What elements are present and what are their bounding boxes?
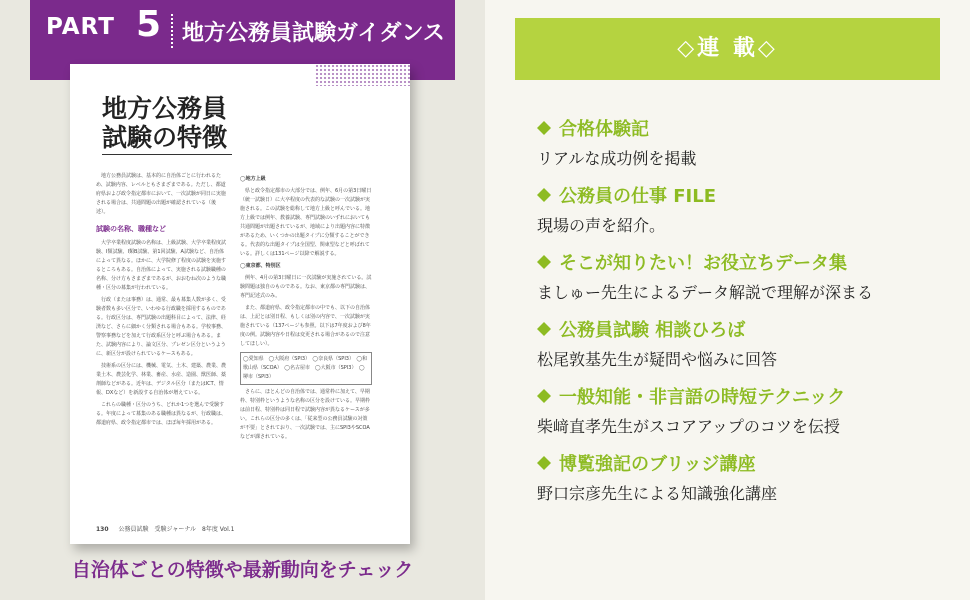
body-paragraph: 県と政令指定都市の大部分では、例年、6月の第3日曜日（統一試験日）に大卒程度の代表的な試験の一次試験が実施される。この試験を総称して地方上級と呼んでいる。地方上級では例年、教養試験、専門試験のいずれにおいても共通問題が出題されているが、地域により出題内容に特徴があるため、いくつかの出題タイプに分類することができる。代表的な出題タイプは全国型、関東型などと呼ばれている。詳しくは131ページ以降で解説する。 (240, 188, 372, 257)
subheading: ◯東京都、特別区 (240, 263, 281, 269)
serial-list (537, 118, 957, 520)
body-paragraph: さらに、ほとんどの自治体では、通常枠に加えて、早期枠、特別枠というような名称の区分を設けている。早期枠は前日程、特別枠は同日程で試験内容が異なるケースが多い。これらの区分の多くは、「従来型の公務員試験の対策が不要」とされており、一次試験では、主にSPI3やSCOAなどが課されている。 (240, 389, 371, 440)
page-title-line2: 試験の特徴 (102, 123, 228, 152)
diamond-icon (537, 118, 551, 142)
municipality-box: ◯愛知県 ◯大阪府（SPI3） ◯奈良県（SPI3） ◯和歌山県（SCOA） ◯名古屋市 ◯大阪市（SPI3） ◯堺市（SPI3） (240, 352, 372, 385)
dot-pattern (315, 64, 410, 86)
subheading: ◯地方上級 (240, 176, 266, 182)
serial-item (537, 319, 957, 386)
serial-item-title-text: そこが知りたい！お役立ちデータ集 (559, 253, 847, 274)
body-paragraph: 例年、4月の第3日曜日に一次試験が実施されている。試験問題は独自のものである。なお、東京都の専門試験は、専門記述式のみ。 (240, 275, 372, 299)
diamond-icon (537, 386, 551, 410)
title-rule (102, 154, 232, 155)
banner-divider (171, 14, 173, 48)
sample-page (70, 64, 410, 544)
serial-item-desc: 松尾敦基先生が疑問や悩みに回答 (537, 350, 778, 369)
serial-item-title (537, 118, 957, 142)
serial-item-desc: ましゅー先生によるデータ解説で理解が深まる (537, 283, 874, 302)
right-panel (485, 0, 970, 600)
serial-banner: ◇連 載◇ (515, 18, 940, 80)
left-caption: 自治体ごとの特徴や最新動向をチェック (71, 559, 414, 581)
page-column-left (96, 172, 228, 517)
serial-item-title-text: 一般知能・非言語の時短テクニック (559, 387, 846, 408)
body-paragraph: 地方公務員試験は、基本的に自治体ごとに行われるため、試験内容、レベルともさまざまである。ただし、都道府県および政令指定都市において、一次試験が同日に実施される場合は、共通問題の出題が確認されている（後述）。 (96, 173, 226, 215)
page-number: 130 (96, 526, 109, 533)
part-label: PART (46, 14, 115, 40)
diamond-icon (537, 453, 551, 477)
serial-item-desc: 柴﨑直孝先生がスコアアップのコツを伝授 (537, 417, 840, 436)
serial-item-title-text: 公務員試験 相談ひろば (559, 320, 746, 341)
page-footer (96, 524, 234, 533)
serial-item (537, 386, 957, 453)
serial-item-desc: 野口宗彦先生による知識強化講座 (537, 484, 778, 503)
body-paragraph: 行政（または事務）は、通常、最も募集人数が多く、受験者数も多い区分で、いわゆる行政職を採用するものである。行政区分は、専門試験の出題科目によって、法律、経済など、さらに細かく分類される場合もある。学校事務、警察事務などを加えて行政系区分と呼ぶ場合もある。また、試験内容により、論文区分、プレゼン区分というように、新区分が設けられているケースもある。 (96, 297, 227, 357)
serial-item (537, 252, 957, 319)
serial-item-title-text: 博覧強記のブリッジ講座 (559, 454, 756, 475)
serial-item-desc: 現場の声を紹介。 (537, 216, 666, 235)
serial-item-title (537, 185, 957, 209)
page-column-right (240, 172, 372, 517)
serial-item-title (537, 319, 957, 343)
serial-item-title (537, 252, 957, 276)
body-paragraph: 技術系の区分には、機械、電気、土木、建築、農業、農業土木、農芸化学、林業、畜産、水産、造園、獣医師、薬剤師などがある。近年は、デジタル区分（またはICT、情報、DXなど）を新設する自治体が増えている。 (96, 363, 227, 396)
body-paragraph: また、都道府県、政令指定都市の中でも、以下の自治体は、上記とは別日程、もしくは別の内容で、一次試験が実施されている（137ページも参照。以下は7年度および8年度の例。試験内容や日程は変更される場合があるので注意してほしい）。 (240, 305, 371, 347)
diamond-icon (537, 185, 551, 209)
footer-text: 公務員試験 受験ジャーナル 8年度 Vol.1 (118, 526, 235, 533)
page-title (102, 94, 227, 152)
part-number: 5 (136, 4, 162, 45)
banner-title: 地方公務員試験ガイダンス (182, 21, 445, 46)
serial-item-desc: リアルな成功例を掲載 (537, 149, 697, 168)
diamond-icon (537, 252, 551, 276)
serial-item (537, 118, 957, 185)
serial-item (537, 185, 957, 252)
serial-item-title-text: 公務員の仕事 FILE (559, 186, 717, 207)
serial-item (537, 453, 957, 520)
diamond-icon (537, 319, 551, 343)
serial-item-title (537, 453, 957, 477)
serial-item-title-text: 合格体験記 (559, 119, 649, 140)
page-title-line1: 地方公務員 (102, 94, 228, 123)
serial-item-title (537, 386, 957, 410)
body-paragraph: これらの職種・区分のうち、どれか1つを選んで受験する。年度によって募集のある職種は異なるが、行政職は、都道府県、政令指定都市では、ほぼ毎年採用がある。 (96, 402, 227, 426)
body-paragraph: 大学卒業程度試験の名称は、上級試験、大学卒業程度試験、I類試験、I類B試験、第1回試験、A試験など、自治体によって異なる。ほかに、大学院修了程度の試験を実施するところもある。自治体によって、実施される試験職種の名称、分け方もさまざまであるが、おおむね次のような職種・区分の募集が行われている。 (96, 240, 227, 291)
section-heading: 試験の名称、職種など (96, 225, 166, 233)
